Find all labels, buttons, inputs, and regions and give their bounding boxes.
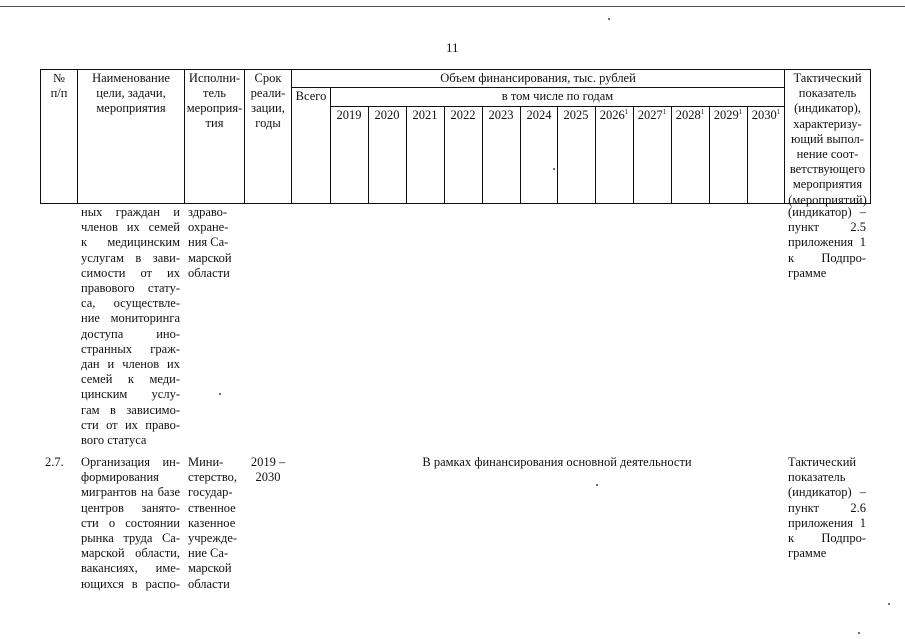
text-line: услугам в зави- — [81, 250, 180, 265]
text-line: ственное — [188, 500, 236, 515]
header-executor: Исполни- тель мероприя- тия — [186, 71, 243, 130]
scan-speck — [858, 632, 860, 634]
scan-speck — [553, 168, 555, 170]
row1-name — [81, 205, 180, 448]
text-line: са, осуществле- — [81, 296, 180, 311]
text-line: государ- — [188, 485, 233, 500]
year-header-2022: 2022 — [450, 108, 476, 122]
year-header-2023: 2023 — [488, 108, 514, 122]
row2-executor — [188, 455, 240, 592]
text-line: семей к меди- — [81, 372, 180, 387]
text-line: грамме — [788, 265, 827, 280]
text-line: рынка труда Са- — [81, 531, 180, 546]
text-line: ние мониторинга — [81, 311, 180, 326]
header-total: Всего — [295, 89, 327, 103]
header-term: Срок реали- зации, годы — [250, 71, 286, 130]
scan-speck — [596, 484, 598, 486]
year-header-2021: 2021 — [412, 108, 438, 122]
text-line: ния Са- — [188, 235, 229, 250]
text-line: казенное — [188, 515, 236, 530]
text-line: приложения 1 — [788, 235, 866, 250]
page-number: 11 — [446, 40, 459, 55]
year-header-2028: 2028$^1$ — [675, 108, 705, 123]
text-line: сти о состоянии — [81, 515, 180, 530]
text-line: к медицинским — [81, 235, 180, 250]
text-line: Тактический — [788, 455, 857, 469]
text-line: цинским услу- — [81, 387, 180, 402]
text-line: членов их семей — [81, 220, 180, 235]
text-line: формирования — [81, 470, 159, 485]
text-line: пункт 2.6 — [788, 500, 866, 515]
year-header-2020: 2020 — [374, 108, 400, 122]
scan-speck — [888, 603, 890, 605]
header-funding: Объем финансирования, тыс. рублей — [440, 71, 636, 85]
text-line: 2030 — [255, 470, 281, 485]
text-line: вого статуса — [81, 433, 147, 448]
row2-term — [246, 455, 290, 485]
text-line: ющихся в распо- — [81, 576, 180, 591]
year-header-2029: 2029$^1$ — [713, 108, 743, 123]
row2-indicator — [788, 455, 866, 561]
header-indicator: Тактический показатель (индикатор), характеризу- ющий выпол- нение соот- ветствующего мероприятия (мероприятий) — [788, 71, 867, 207]
scan-speck — [219, 393, 221, 395]
text-line: вакансиях, име- — [81, 561, 180, 576]
text-line: доступа ино- — [81, 326, 180, 341]
text-line: центров занято- — [81, 500, 180, 515]
text-line: пункт 2.5 — [788, 220, 866, 235]
year-header-2019: 2019 — [336, 108, 362, 122]
text-line: марской области, — [81, 546, 180, 561]
text-line: правового стату- — [81, 281, 180, 296]
year-header-2025: 2025 — [563, 108, 589, 122]
row1-indicator — [788, 205, 866, 281]
text-line: здраво- — [188, 205, 228, 219]
text-line: ных граждан и — [81, 205, 180, 219]
text-line: приложения 1 — [788, 515, 866, 530]
text-line: к Подпро- — [788, 531, 866, 546]
text-line: 2019 – — [250, 455, 286, 469]
text-line: марской — [188, 561, 232, 576]
row2-name — [81, 455, 180, 592]
text-line: показатель — [788, 470, 846, 485]
row2-num: 2.7. — [45, 455, 64, 469]
text-line: сти от их право- — [81, 417, 180, 432]
top-scan-edge — [0, 6, 905, 7]
text-line: (индикатор) – — [788, 205, 866, 219]
header-by-years: в том числе по годам — [501, 89, 614, 103]
text-line: дан и членов их — [81, 357, 180, 372]
year-header-2024: 2024 — [526, 108, 552, 122]
text-line: марской — [188, 250, 232, 265]
text-line: области — [188, 265, 230, 280]
text-line: Мини- — [188, 455, 224, 469]
year-header-2027: 2027$^1$ — [637, 108, 667, 123]
row1-executor — [188, 205, 240, 281]
year-header-2026: 2026$^1$ — [599, 108, 629, 123]
row2-funding-note: В рамках финансирования основной деятельности — [422, 455, 692, 469]
text-line: к Подпро- — [788, 250, 866, 265]
text-line: ние Са- — [188, 546, 229, 561]
header-name: Наименование цели, задачи, мероприятия — [92, 71, 170, 115]
text-line: области — [188, 576, 230, 591]
text-line: мигрантов на базе — [81, 485, 180, 500]
text-line: Организация ин- — [81, 455, 180, 469]
header-num: № п/п — [50, 71, 68, 100]
text-line: симости от их — [81, 265, 180, 280]
text-line: грамме — [788, 546, 827, 561]
text-line: (индикатор) – — [788, 485, 866, 500]
text-line: гам в зависимо- — [81, 402, 180, 417]
scan-speck — [608, 18, 610, 20]
text-line: странных граж- — [81, 341, 180, 356]
text-line: стерство, — [188, 470, 238, 485]
text-line: охране- — [188, 220, 229, 235]
year-header-2030: 2030$^1$ — [751, 108, 781, 123]
text-line: учрежде- — [188, 531, 238, 546]
